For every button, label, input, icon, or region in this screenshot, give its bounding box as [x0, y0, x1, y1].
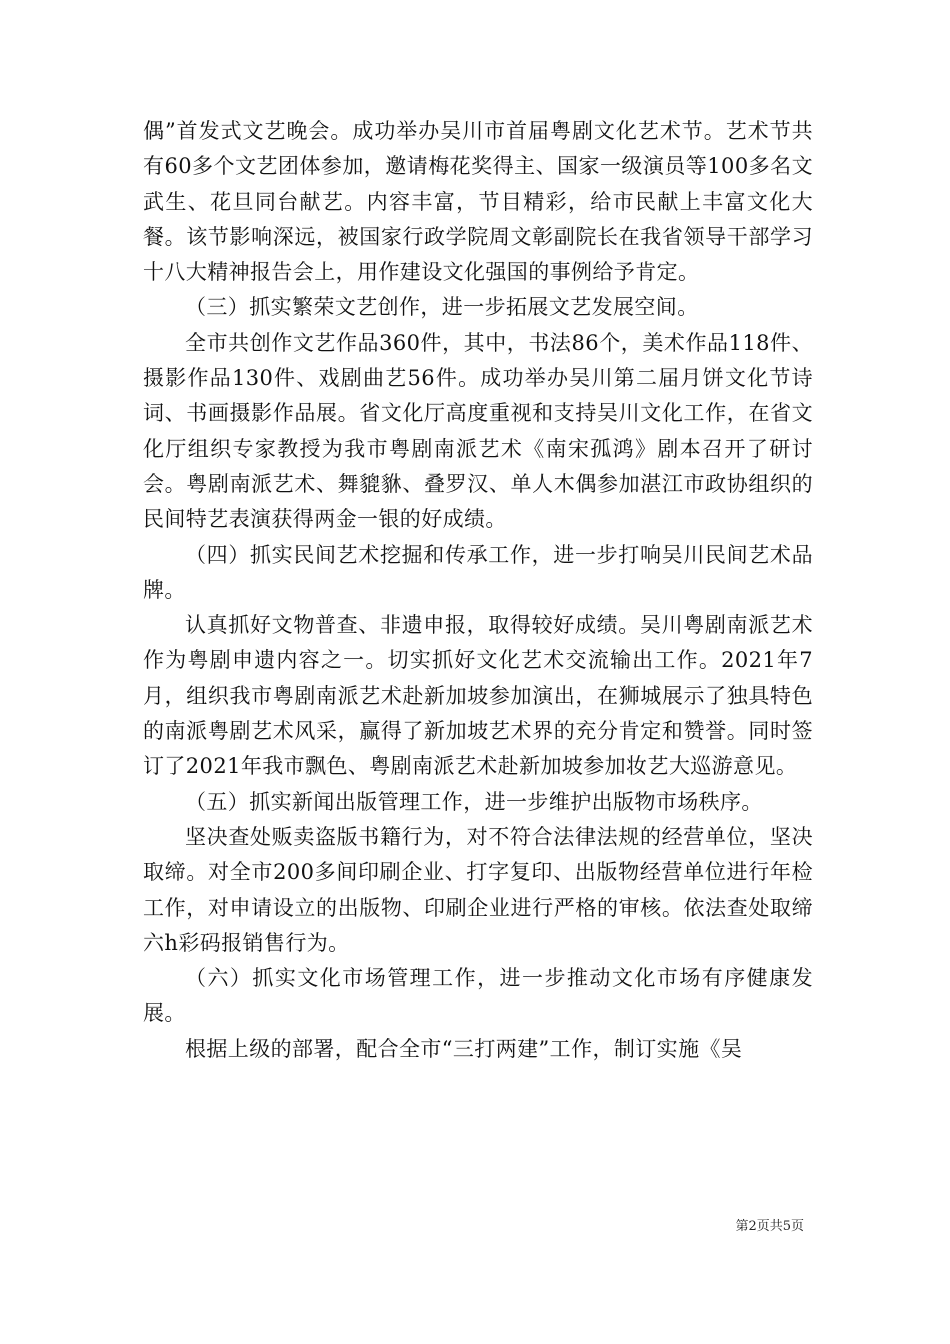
section-heading-6: （六）抓实文化市场管理工作，进一步推动文化市场有序健康发展。	[143, 966, 813, 1026]
section-heading-3: （三）抓实繁荣文艺创作，进一步拓展文艺发展空间。	[185, 295, 699, 320]
document-body	[143, 114, 813, 1067]
section-heading-5: （五）抓实新闻出版管理工作，进一步维护出版物市场秩序。	[185, 789, 763, 814]
paragraph-market: 根据上级的部署，配合全市“三打两建”工作，制订实施《吴	[185, 1036, 743, 1061]
section-heading-4: （四）抓实民间艺术挖掘和传承工作，进一步打响吴川民间艺术品牌。	[143, 542, 813, 602]
page-number: 第2页共5页	[735, 1219, 804, 1234]
paragraph-folk-art: 认真抓好文物普查、非遗申报，取得较好成绩。吴川粤剧南派艺术作为粤剧申遗内容之一。切实抓好文化艺术交流输出工作。2021年7月，组织我市粤剧南派艺术赴新加坡参加演出，在狮城展示了独具特色的南派粤剧艺术风采，赢得了新加坡艺术界的充分肯定和赞誉。同时签订了2021年我市飘色、粤剧南派艺术赴新加坡参加妆艺大巡游意见。	[143, 613, 813, 779]
paragraph-art-creation: 全市共创作文艺作品360件，其中，书法86个，美术作品118件、摄影作品130件、戏剧曲艺56件。成功举办吴川第二届月饼文化节诗词、书画摄影作品展。省文化厅高度重视和支持吴川文化工作，在省文化厅组织专家教授为我市粤剧南派艺术《南宋孤鸿》剧本召开了研讨会。粤剧南派艺术、舞貔貅、叠罗汉、单人木偶参加湛江市政协组织的民间特艺表演获得两金一银的好成绩。	[143, 330, 813, 532]
paragraph-publishing: 坚决查处贩卖盗版书籍行为，对不符合法律法规的经营单位，坚决取缔。对全市200多间印刷企业、打字复印、出版物经营单位进行年检工作，对申请设立的出版物、印刷企业进行严格的审核。依法查处取缔六h彩码报销售行为。	[143, 824, 813, 955]
paragraph-continuation: 偶”首发式文艺晚会。成功举办吴川市首届粤剧文化艺术节。艺术节共有60多个文艺团体参加，邀请梅花奖得主、国家一级演员等100多名文武生、花旦同台献艺。内容丰富，节目精彩，给市民献上丰富文化大餐。该节影响深远，被国家行政学院周文彰副院长在我省领导干部学习十八大精神报告会上，用作建设文化强国的事例给予肯定。	[143, 119, 813, 285]
